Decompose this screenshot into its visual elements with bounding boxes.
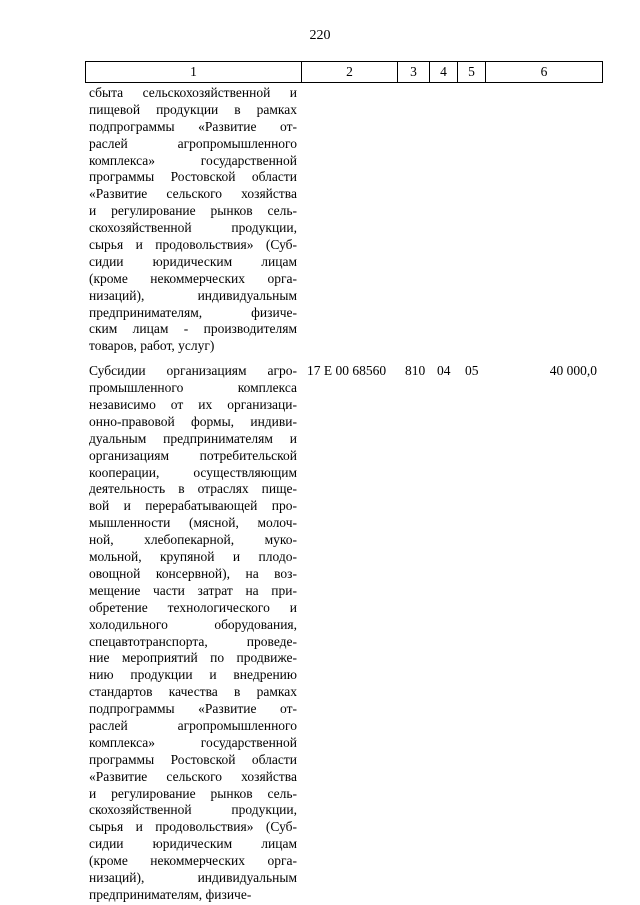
description-line: товаров, работ, услуг) bbox=[89, 338, 215, 354]
header-col-3: 3 bbox=[398, 62, 430, 82]
rz-code: 04 bbox=[437, 363, 451, 379]
description-line: нию продукции и внедрению bbox=[89, 667, 297, 683]
description-line: мольной, крупяной и плодо- bbox=[89, 549, 297, 565]
page-number: 220 bbox=[309, 28, 331, 43]
description-line: мышленности (мясной, молоч- bbox=[89, 515, 297, 531]
description-line: обретение технологического и bbox=[89, 599, 297, 615]
description-line: сырья и продовольствия» (Суб- bbox=[89, 819, 297, 835]
table-body bbox=[85, 85, 601, 904]
description-line: программы Ростовской области bbox=[89, 169, 297, 185]
header-col-5: 5 bbox=[458, 62, 486, 82]
row-description bbox=[85, 85, 301, 355]
description-line: подпрограммы «Развитие от- bbox=[89, 118, 297, 134]
description-line: программы Ростовской области bbox=[89, 751, 297, 767]
description-line: комплекса» государственной bbox=[89, 152, 297, 168]
table-header-row bbox=[85, 61, 603, 83]
row-description bbox=[85, 363, 301, 904]
description-line: низаций), индивидуальным bbox=[89, 869, 297, 885]
description-line: кооперации, осуществляющим bbox=[89, 464, 297, 480]
description-line: сидии юридическим лицам bbox=[89, 836, 297, 852]
description-line: комплекса» государственной bbox=[89, 734, 297, 750]
sum-value: 40 000,0 bbox=[549, 363, 597, 379]
description-line: ние мероприятий по продвиже- bbox=[89, 650, 297, 666]
description-line: онно-правовой формы, индиви- bbox=[89, 413, 297, 429]
description-line: низаций), индивидуальным bbox=[89, 287, 297, 303]
description-line: независимо от их организаци- bbox=[89, 397, 297, 413]
header-col-4: 4 bbox=[430, 62, 458, 82]
description-line: мещение части затрат на при- bbox=[89, 582, 297, 598]
description-line: стандартов качества в рамках bbox=[89, 684, 297, 700]
description-line: деятельность в отраслях пище- bbox=[89, 481, 297, 497]
description-line: сырья и продовольствия» (Суб- bbox=[89, 237, 297, 253]
description-line: дуальным предпринимателям и bbox=[89, 430, 297, 446]
description-line: (кроме некоммерческих орга- bbox=[89, 270, 297, 286]
description-line: предпринимателям, физиче- bbox=[89, 886, 252, 902]
header-col-1: 1 bbox=[86, 62, 302, 82]
header-col-2: 2 bbox=[302, 62, 398, 82]
description-line: подпрограммы «Развитие от- bbox=[89, 701, 297, 717]
description-line: вой и перерабатывающей про- bbox=[89, 498, 297, 514]
description-line: промышленного комплекса bbox=[89, 380, 297, 396]
description-line: и регулирование рынков сель- bbox=[89, 785, 297, 801]
description-line: холодильного оборудования, bbox=[89, 616, 297, 632]
description-line: «Развитие сельского хозяйства bbox=[89, 768, 297, 784]
description-line: раслей агропромышленного bbox=[89, 135, 297, 151]
description-line: овощной консервной), на воз- bbox=[89, 565, 297, 581]
description-line: сидии юридическим лицам bbox=[89, 253, 297, 269]
description-line: Субсидии организациям агро- bbox=[89, 363, 297, 379]
description-line: ским лицам - производителям bbox=[89, 321, 297, 337]
description-line: «Развитие сельского хозяйства bbox=[89, 186, 297, 202]
description-line: (кроме некоммерческих орга- bbox=[89, 853, 297, 869]
description-line: ной, хлебопекарной, муко- bbox=[89, 532, 297, 548]
description-line: организациям потребительской bbox=[89, 447, 297, 463]
vr-code: 810 bbox=[405, 363, 426, 379]
csr-code: 17 Е 00 68560 bbox=[307, 363, 387, 379]
description-line: сбыта сельскохозяйственной и bbox=[89, 85, 297, 100]
description-line: предпринимателям, физиче- bbox=[89, 304, 297, 320]
description-line: спецавтотранспорта, проведе- bbox=[89, 633, 297, 649]
table-row bbox=[85, 363, 601, 904]
description-line: пищевой продукции в рамках bbox=[89, 101, 297, 117]
description-line: скохозяйственной продукции, bbox=[89, 802, 297, 818]
pr-code: 05 bbox=[465, 363, 479, 379]
description-line: и регулирование рынков сель- bbox=[89, 203, 297, 219]
description-line: скохозяйственной продукции, bbox=[89, 220, 297, 236]
header-col-6: 6 bbox=[540, 64, 548, 79]
table-row bbox=[85, 85, 601, 355]
description-line: раслей агропромышленного bbox=[89, 717, 297, 733]
